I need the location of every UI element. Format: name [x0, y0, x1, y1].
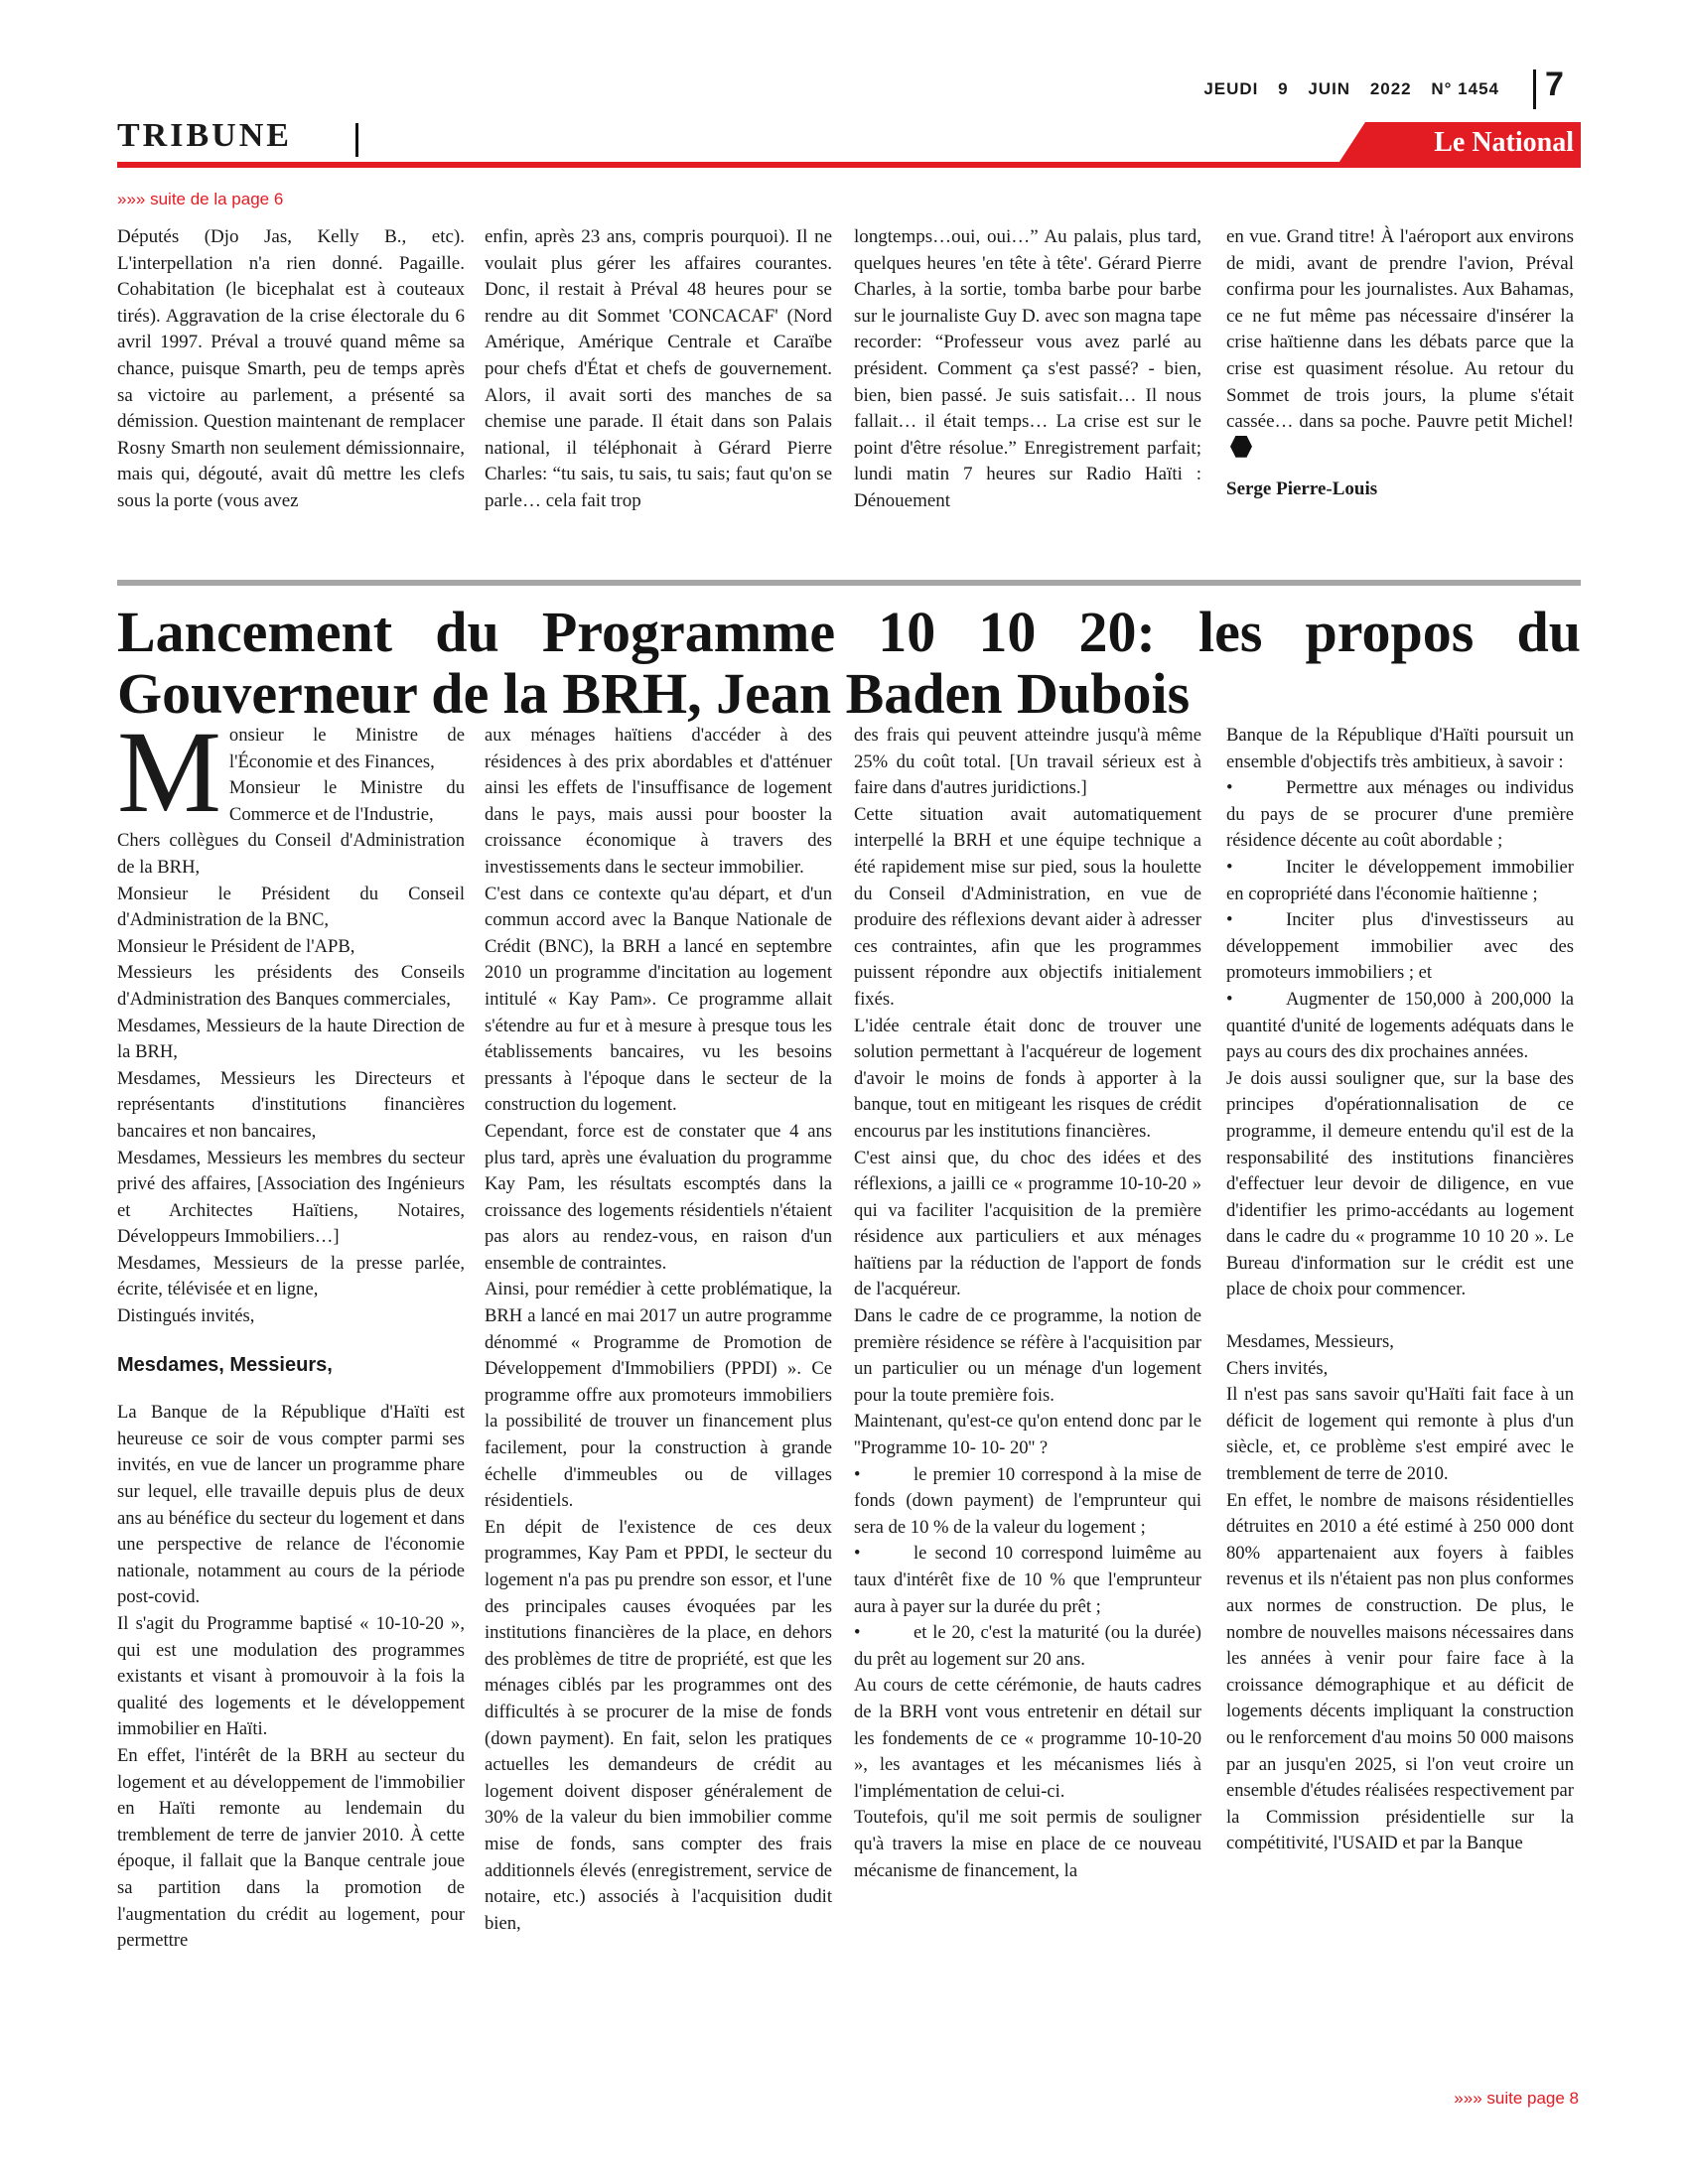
bullet-icon: •: [854, 1463, 861, 1485]
paragraph: Au cours de cette cérémonie, de hauts cadres de la BRH vont vous entretenir en détail sur les fondements de ce « programme 10-10-20 », les avantages et les mécanismes liés à l'implémentation de celui-ci.: [854, 1675, 1201, 1802]
paragraph: C'est dans ce contexte qu'au départ, et d'un commun accord avec la Banque Nationale de Crédit (BNC), la BRH a lancé en septembre 2010 un programme d'incitation au logement intitulé « Kay Pam». Ce programme allait s'étendre au fur et à mesure à presque tous les établissements bancaires, vu les besoins pressants à l'époque dans le secteur de la construction du logement.: [485, 883, 832, 1116]
main-article-column-3: [854, 723, 1201, 1884]
paragraph: Je dois aussi souligner que, sur la base des principes d'opérationnalisation de ce programme, il demeure entendu qu'il est de la responsabilité des institutions financières d'effectuer leur devoir de diligence, en vue d'identifier les primo-accédants au logement dans le cadre du « programme 10 10 20 ». Le Bureau d'information sur le crédit est une place de choix pour commencer.: [1226, 1067, 1574, 1300]
paragraph: En effet, l'intérêt de la BRH au secteur du logement et au développement de l'immobilier en Haïti remonte au lendemain du tremblement de terre de janvier 2010. À cette époque, il fallait que la Banque centrale joue sa partition dans la promotion de l'augmentation du crédit au logement, pour permettre: [117, 1744, 465, 1952]
header-rule: [117, 162, 1581, 168]
paragraph: Ainsi, pour remédier à cette problématique, la BRH a lancé en mai 2017 un autre programme dénommé « Programme de Promotion de Développement d'Immobiliers (PPDI) ». Ce programme offre aux promoteurs immobiliers la possibilité de trouver un financement plus facilement, pour la construction à grande échelle d'immeubles ou de villages résidentiels.: [485, 1279, 832, 1512]
list-item: • et le 20, c'est la maturité (ou la durée) du prêt au logement sur 20 ans.: [854, 1622, 1201, 1670]
date-day: JEUDI: [1203, 79, 1259, 98]
bullet-icon: •: [1226, 777, 1233, 799]
paragraph: Banque de la République d'Haïti poursuit un ensemble d'objectifs très ambitieux, à savoir :: [1226, 725, 1574, 772]
main-article-column-2: [485, 723, 832, 1937]
paragraph: aux ménages haïtiens d'accéder à des résidences à des prix abordables et d'atténuer ainsi les effets de l'insuffisance de logement dans le pays, mais aussi pour booster la croissance économique à travers des investissements dans le secteur immobilier.: [485, 725, 832, 878]
paragraph: Cependant, force est de constater que 4 ans plus tard, après une évaluation du programme Kay Pam, les résultats escomptés dans la croissance des logements résidentiels n'étaient pas alors au rendez-vous, en raison d'un ensemble de contraintes.: [485, 1120, 832, 1274]
date-num: 9: [1278, 79, 1289, 98]
top-article-text: Députés (Djo Jas, Kelly B., etc). L'interpellation n'a rien donné. Pagaille. Cohabitation (le bicephalat est à couteaux tirés). Aggravation de la crise électorale du 6 avril 1997. Préval a trouvé quand même sa chance, puisque Smarth, peu de temps après sa victoire au parlement, a présenté sa démission. Question maintenant de remplacer Rosny Smarth non seulement démissionnaire, mais qui, dégouté, avait dû mettre les clefs sous la porte (vous avez: [117, 226, 465, 511]
top-article-column-3: [854, 224, 1201, 515]
top-article-column-1: [117, 224, 465, 515]
salutation: Mesdames, Messieurs les membres du secteur privé des affaires, [Association des Ingénieurs et Architectes Haïtiens, Notaires, Développeurs Immobiliers…]: [117, 1147, 465, 1248]
list-item: • Inciter plus d'investisseurs au développement immobilier avec des promoteurs immobiliers ; et: [1226, 909, 1574, 984]
continued-to-link[interactable]: »»» suite page 8: [1454, 2089, 1579, 2108]
top-article-column-4: [1226, 224, 1574, 503]
paragraph-gap: [1226, 1303, 1574, 1329]
salutation: Mesdames, Messieurs de la haute Direction de la BRH,: [117, 1015, 465, 1063]
top-article-text: [1226, 224, 1574, 463]
paragraph: C'est ainsi que, du choc des idées et des réflexions, a jailli ce « programme 10-10-20 » qui va faciliter l'acquisition de la première résidence aux particuliers et aux ménages haïtiens par la réduction de l'apport de fonds de l'acquéreur.: [854, 1147, 1201, 1300]
top-article-text: longtemps…oui, oui…” Au palais, plus tard, quelques heures 'en tête à tête'. Gérard Pierre Charles, à la sortie, tomba barbe pour barbe sur le journaliste Guy D. avec son magna tape recorder: “Professeur vous avez parlé au président. Comment ça s'est passé? - bien, bien, bien passé. Je suis satisfait… Il nous fallait… il était temps… La crise est sur le point d'être résolue.” Enregistrement parfait; lundi matin 7 heures sur Radio Haïti : Dénouement: [854, 226, 1201, 511]
newspaper-brand: Le National: [1434, 127, 1574, 158]
paragraph: Il n'est pas sans savoir qu'Haïti fait face à un déficit de logement qui remonte à plus d'un siècle, et, ce problème s'est empiré avec le tremblement de terre de 2010.: [1226, 1384, 1574, 1485]
list-item: • Permettre aux ménages ou individus du pays de se procurer d'une première résidence décente au coût abordable ;: [1226, 777, 1574, 852]
page-number: 7: [1545, 66, 1564, 103]
top-article-text: enfin, après 23 ans, compris pourquoi). Il ne voulait plus gérer les affaires courantes. Donc, il restait à Préval 48 heures pour se rendre au dit Sommet 'CONCACAF' (Nord Amérique, Amérique Centrale et Caraïbe pour chefs d'État et chefs de gouvernement. Alors, il avait sorti des manches de sa chemise une parade. Il était dans son Palais national, il téléphonait à Gérard Pierre Charles: “tu sais, tu sais, tu sais; faut qu'on se parle… cela fait trop: [485, 226, 832, 511]
top-article-column-2: [485, 224, 832, 515]
bullet-icon: •: [854, 1543, 861, 1565]
date-year: 2022: [1369, 79, 1412, 98]
salutation: Messieurs les présidents des Conseils d'Administration des Banques commerciales,: [117, 962, 465, 1010]
drop-cap: M: [117, 707, 221, 837]
end-of-article-icon: [1230, 436, 1252, 458]
main-article-column-4: [1226, 723, 1574, 1857]
main-article-column-1: [117, 707, 465, 1955]
section-title: TRIBUNE: [117, 117, 292, 154]
bullet-icon: •: [854, 1622, 861, 1644]
bullet-icon: •: [1226, 856, 1233, 878]
date-line: [1142, 79, 1499, 99]
address-line: Mesdames, Messieurs,: [1226, 1331, 1394, 1353]
salutation: Monsieur le Président de l'APB,: [117, 935, 355, 957]
salutation: Distingués invités,: [117, 1305, 255, 1327]
bullet-icon: •: [1226, 909, 1233, 931]
top-article-final-text: en vue. Grand titre! À l'aéroport aux environs de midi, avant de prendre l'avion, Préval confirma pour les journalistes. Aux Bahamas, ce ne fut même pas nécessaire d'insérer la crise haïtienne dans les débats parce que la crise est quasiment résolue. Au retour du Sommet de trois jours, la plume s'était cassée… dans sa poche. Pauvre petit Michel!: [1226, 226, 1574, 433]
article-headline: Lancement du Programme 10 10 20: les propos du Gouverneur de la BRH, Jean Baden Dubois: [117, 600, 1581, 726]
salutation: Mesdames, Messieurs les Directeurs et représentants d'institutions financières bancaires et non bancaires,: [117, 1067, 465, 1142]
paragraph: Dans le cadre de ce programme, la notion de première résidence se réfère à l'acquisition par un particulier ou un ménage d'un logement pour la toute première fois.: [854, 1305, 1201, 1406]
salutation: Monsieur le Ministre du Commerce et de l'Industrie,: [228, 777, 465, 825]
list-item: • le premier 10 correspond à la mise de fonds (down payment) de l'emprunteur qui sera de 10 % de la valeur du logement ;: [854, 1463, 1201, 1538]
paragraph: Maintenant, qu'est-ce qu'on entend donc par le ''Programme 10- 10- 20'' ?: [854, 1411, 1201, 1459]
salutation: Monsieur le Président du Conseil d'Administration de la BNC,: [117, 883, 465, 931]
paragraph: des frais qui peuvent atteindre jusqu'à même 25% du coût total. [Un travail sérieux est à faire dans d'autres juridictions.]: [854, 725, 1201, 799]
salutation: Monsieur le Ministre de l'Économie et des Finances,: [117, 707, 465, 837]
issue-number: N° 1454: [1431, 79, 1499, 98]
date-month: JUIN: [1308, 79, 1351, 98]
greeting-heading: Mesdames, Messieurs,: [117, 1353, 333, 1376]
paragraph: En effet, le nombre de maisons résidentielles détruites en 2010 a été estimé à 250 000 dont 80% appartenaient aux foyers à faibles revenus et ils n'étaient pas non plus conformes aux normes de construction. De plus, le nombre de nouvelles maisons nécessaires dans les années à venir pour faire face à la croissance démographique et au déficit de logements décents impliquant la construction ou le renforcement d'au moins 50 000 maisons par an jusqu'en 2025, si l'on veut croire un ensemble d'études réalisées respectivement par la Commission présidentielle sur la compétitivité, l'USAID et par la Banque: [1226, 1489, 1574, 1854]
salutation: Mesdames, Messieurs de la presse parlée, écrite, télévisée et en ligne,: [117, 1252, 465, 1300]
paragraph: Toutefois, qu'il me soit permis de souligner qu'à travers la mise en place de ce nouveau mécanisme de financement, la: [854, 1807, 1201, 1881]
paragraph: Cette situation avait automatiquement interpellé la BRH et une équipe technique a été rapidement mise sur pied, sous la houlette du Conseil d'Administration, en vue de produire des réflexions devant aider à adresser ces contraintes, afin que les programmes puissent répondre aux objectifs initialement fixés.: [854, 803, 1201, 1010]
salutation: Chers collègues du Conseil d'Administration de la BRH,: [117, 830, 465, 878]
list-item: • Inciter le développement immobilier en copropriété dans l'économie haïtienne ;: [1226, 856, 1574, 904]
paragraph: En dépit de l'existence de ces deux programmes, Kay Pam et PPDI, le secteur du logement n'a pas pu prendre son essor, et l'une des principales causes évoquées par les institutions financières de la place, en dehors des problèmes de titre de propriété, est que les ménages ciblés par les programmes ont des difficultés à se procurer de la mise de fonds (down payment). En fait, selon les pratiques actuelles les demandeurs de crédit au logement doivent disposer généralement de 30% de la valeur du bien immobilier comme mise de fonds, sans compter des frais additionnels élevés (enregistrement, service de notaire, etc.) associés à l'acquisition dudit bien,: [485, 1516, 832, 1934]
page-number-separator: [1533, 69, 1536, 109]
continued-from-link[interactable]: »»» suite de la page 6: [117, 190, 284, 208]
list-item: • le second 10 correspond luimême au taux d'intérêt fixe de 10 % que l'emprunteur aura à payer sur la durée du prêt ;: [854, 1543, 1201, 1617]
bullet-icon: •: [1226, 988, 1233, 1010]
address-line: Chers invités,: [1226, 1357, 1329, 1379]
section-title-bar: [355, 123, 358, 157]
paragraph: La Banque de la République d'Haïti est heureuse ce soir de vous compter parmi ses invités, en vue de lancer un programme phare sur lequel, elle travaille depuis plus de deux ans au bénéfice du secteur du logement et dans une perspective de relance de l'économie nationale, notamment au cours de la période post-covid.: [117, 1402, 465, 1608]
author-signature: Serge Pierre-Louis: [1226, 478, 1378, 500]
paragraph: L'idée centrale était donc de trouver une solution permettant à l'acquéreur de logement d'avoir le moins de fonds à apporter à la banque, tout en mitigeant les risques de crédit encourus par les institutions financières.: [854, 1015, 1201, 1142]
article-divider: [117, 580, 1581, 586]
list-item: • Augmenter de 150,000 à 200,000 la quantité d'unité de logements adéquats dans le pays au cours des dix prochaines années.: [1226, 988, 1574, 1063]
paragraph: Il s'agit du Programme baptisé « 10-10-20 », qui est une modulation des programmes existants et visant à promouvoir à la fois la qualité des logements et le développement immobilier en Haïti.: [117, 1613, 465, 1740]
